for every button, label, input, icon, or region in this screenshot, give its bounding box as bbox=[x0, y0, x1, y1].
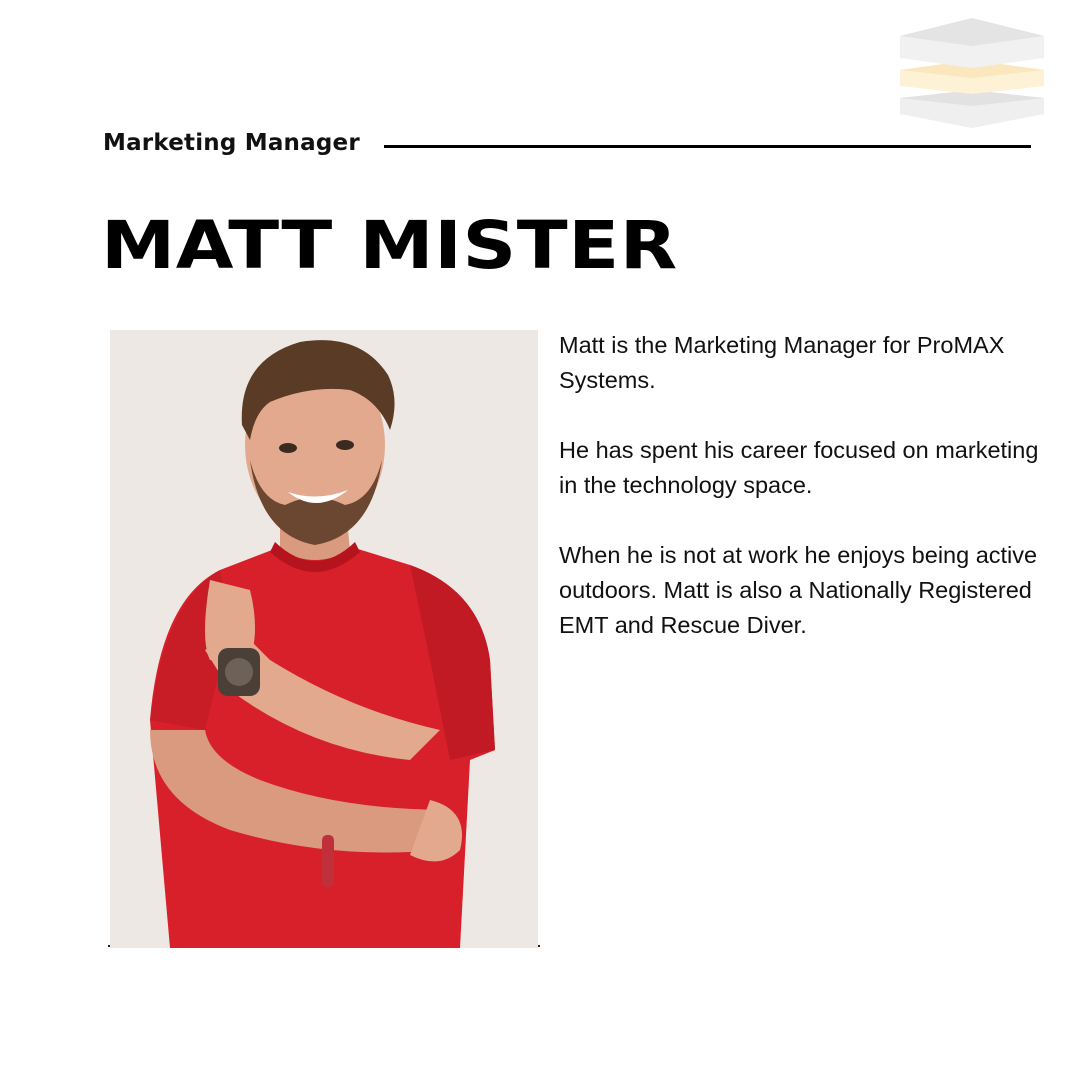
bio-paragraph: Matt is the Marketing Manager for ProMAX Systems. bbox=[559, 332, 1005, 393]
header-divider bbox=[384, 145, 1031, 148]
bio-paragraph: He has spent his career focused on marketing in the technology space. bbox=[559, 437, 1039, 498]
portrait-illustration bbox=[110, 330, 538, 948]
bio-text bbox=[559, 328, 1059, 678]
bio-paragraph: When he is not at work he enjoys being active outdoors. Matt is also a Nationally Registered EMT and Rescue Diver. bbox=[559, 542, 1038, 638]
portrait-photo bbox=[110, 330, 538, 948]
photo-corner-mark bbox=[108, 945, 110, 947]
stacked-layers-icon bbox=[896, 14, 1048, 132]
name-heading: MATT MISTER bbox=[101, 207, 678, 284]
photo-corner-mark bbox=[538, 945, 540, 947]
role-label: Marketing Manager bbox=[103, 130, 360, 156]
